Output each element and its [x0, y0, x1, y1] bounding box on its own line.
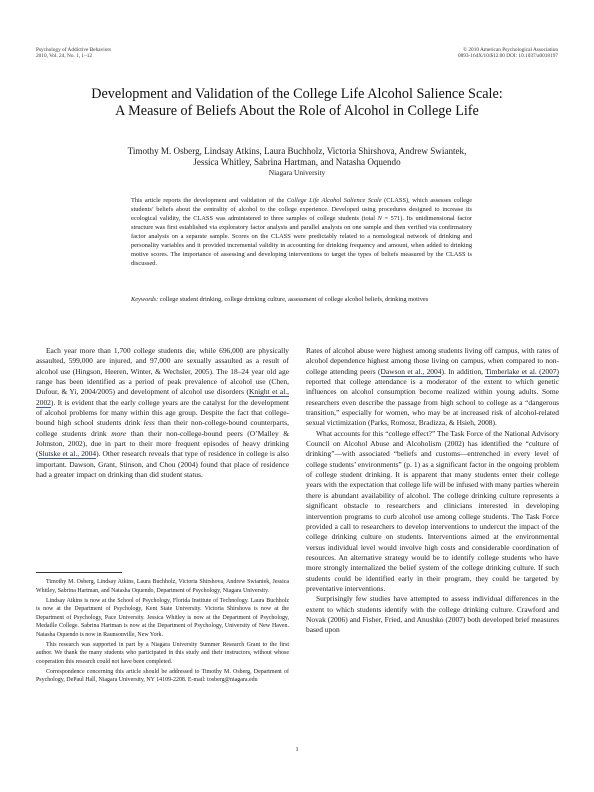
paragraph — [306, 346, 559, 429]
author-list — [60, 146, 534, 168]
citation-link[interactable]: Knight et al., 2002 — [36, 387, 289, 407]
body-column-left — [36, 346, 289, 480]
abstract — [131, 196, 472, 268]
authors-line-2: Jessica Whitley, Sabrina Hartman, and Natasha Oquendo — [193, 157, 401, 167]
title-line-1: Development and Validation of the College Life Alcohol Salience Scale: — [91, 86, 503, 102]
copyright-header — [458, 47, 558, 60]
paragraph-text: Each year more than 1,700 college students die, while 696,000 are physically assaulted, 599,000 are injured, and 97,000 are sexually assaulted as a result of alcohol use (Hingson, Heeren, Winter, & Wechsler, 2005). The 18–24 year old age range has been identified as a period of peak prevalence of alcohol use (Chen, Dufour, & Yi, 2004/2005) and development of alcohol use disorders ( — [36, 346, 289, 397]
keywords-label: Keywords: — [131, 296, 159, 303]
abstract-text: = 571). Its unidimensional factor structure was first established via exploratory factor analysis and parallel analysis on one sample and then verified via confirmatory factor analysis on a separate sample. Scores on the CLASS were predictably related to a nomological network of drinking and personality variables and it provided incremental validity in accounting for drinking frequency and amount, when added to drinking motive scores. The importance of assessing and developing interventions to target the types of beliefs measured by the CLASS is discussed. — [131, 215, 472, 268]
sample-size-symbol: N — [377, 215, 382, 223]
authors-line-1: Timothy M. Osberg, Lindsay Atkins, Laura Buchholz, Victoria Shirshova, Andrew Swiantek, — [127, 146, 467, 156]
body-column-right — [306, 346, 559, 636]
keywords-text: college student drinking, college drinking culture, assessment of college alcohol beliefs, drinking motives — [158, 296, 429, 303]
paragraph-text: than their non-college-bound peers (O’Malley & Johnston, 2002), due in part to their more frequent episodes of heavy drinking ( — [36, 428, 289, 459]
paragraph: Surprisingly few studies have attempted to assess individual differences in the extent to which students identify with the college drinking culture. Crawford and Novak (2006) and Fisher, Fried, and Anushko (2007) both developed brief measures based upon — [306, 594, 559, 635]
paragraph-text: than their non-college-bound counterparts, college students drink — [36, 418, 289, 438]
footnote: Timothy M. Osberg, Lindsay Atkins, Laura Buchholz, Victoria Shirshova, Andrew Swiantek, Jessica Whitley, Sabrina Hartman, and Natasha Oquendo, Department of Psychology, Niagara University. — [36, 579, 289, 594]
citation-link[interactable]: Timberlake et al. (2007) — [485, 366, 559, 376]
copyright-notice: © 2010 American Psychological Association — [463, 47, 558, 53]
paragraph-text: ). Other research reveals that type of residence in college is also important. Dawson, Grant, Stinson, and Chou (2004) found that place of residence had a greater impact on drinking than did student status. — [36, 449, 289, 480]
page-number: 1 — [295, 746, 299, 753]
doi-line: 0893-164X/10/$12.00 DOI: 10.1037/a0018197 — [457, 53, 558, 60]
journal-name: Psychology of Addictive Behaviors — [36, 47, 112, 53]
title-line-2: A Measure of Beliefs About the Role of Alcohol in College Life — [115, 102, 479, 119]
keywords — [131, 295, 472, 304]
author-note — [36, 578, 289, 686]
scale-name: College Life Alcohol Salience Scale — [286, 197, 382, 204]
paragraph: What accounts for this “college effect?” The Task Force of the National Advisory Council on Alcohol Abuse and Alcoholism (2002) has identified the “culture of drinking”—with associated “beliefs and customs—entrenched in every level of college students’ environments” (p. 1) as a significant factor in the ongoing problem of college student drinking. It is apparent that many students enter their college years with the expectation that college life will be infused with many parties wherein there is abundant availability of alcohol. The college drinking culture represents a significant obstacle to researchers and clinicians interested in developing intervention programs to curb alcohol use among college students. The Task Force provided a call to researchers to develop interventions to undercut the impact of the college drinking culture on students. Interventions aimed at the environmental versus individual level would involve high costs and considerable coordination of resources. An alternative strategy would be to identify college students who have more strongly internalized the belief system of the college drinking culture. If such students could be identified early in their program, they could be targeted by preventative interventions. — [306, 428, 559, 593]
paragraph-text: ). In addition, — [441, 366, 486, 376]
footnote: Correspondence concerning this article should be addressed to Timothy M. Osberg, Department of Psychology, DePaul Hall, Niagara University, NY 14109-2208. E-mail: tosberg@niagara.edu — [36, 668, 289, 684]
citation-link[interactable]: Slutske et al., 2004 — [38, 449, 97, 459]
article-title — [36, 86, 558, 119]
paragraph — [36, 346, 289, 480]
abstract-text: (CLASS), which assesses college students’ beliefs about the centrality of alcohol to the college experience. Developed using procedures designed to increase its ecological validity, the CLASS was administered to three samples of college students (total — [131, 197, 473, 223]
abstract-text: This article reports the development and validation of the — [131, 197, 287, 204]
journal-header — [36, 47, 111, 60]
footnote: Lindsay Atkins is now at the School of Psychology, Florida Institute of Technology. Laura Buchholz is now at the Department of Psychology, Kent State University. Victoria Shirshova is now at the Department of Psychology, Pace University. Jessica Whitley is now at the Department of Psychology, Medaille College. Sabrina Hartman is now at the Department of Psychology, University of New Haven. Natasha Oquendo is now in Raunsonville, New York. — [36, 597, 289, 638]
footnote: This research was supported in part by a Niagara University Summer Research Grant to the first author. We thank the many students who participated in this study and their instructors, without whose cooperation this research could not have been completed. — [36, 641, 289, 665]
affiliation: Niagara University — [268, 168, 326, 177]
footnote-divider — [36, 572, 122, 573]
emphasis: more — [111, 428, 127, 438]
journal-volume: 2010, Vol. 24, No. 1, 1–12 — [36, 53, 93, 60]
emphasis: less — [143, 418, 155, 428]
citation-link[interactable]: Dawson et al., 2004 — [380, 366, 442, 376]
paragraph-text: ). It is evident that the early college years are the catalyst for the development of alcohol problems for many within this age group. Despite the fact that college-bound high school students drink — [36, 397, 289, 428]
paragraph-text: Rates of alcohol abuse were highest among students living off campus, with rates of alcohol dependence highest among those living on campus, when compared to non-college attending peers ( — [306, 346, 559, 376]
paragraph-text: reported that college attendance is a moderator of the extent to which genetic influences on alcohol consumption become realized within young adults. Some researchers even describe the passage from high school to college as a “dangerous transition,” especially for women, who may be at increased risk of alcohol-related sexual victimization (Parks, Romosz, Bradizza, & Hsieh, 2008). — [306, 377, 559, 428]
